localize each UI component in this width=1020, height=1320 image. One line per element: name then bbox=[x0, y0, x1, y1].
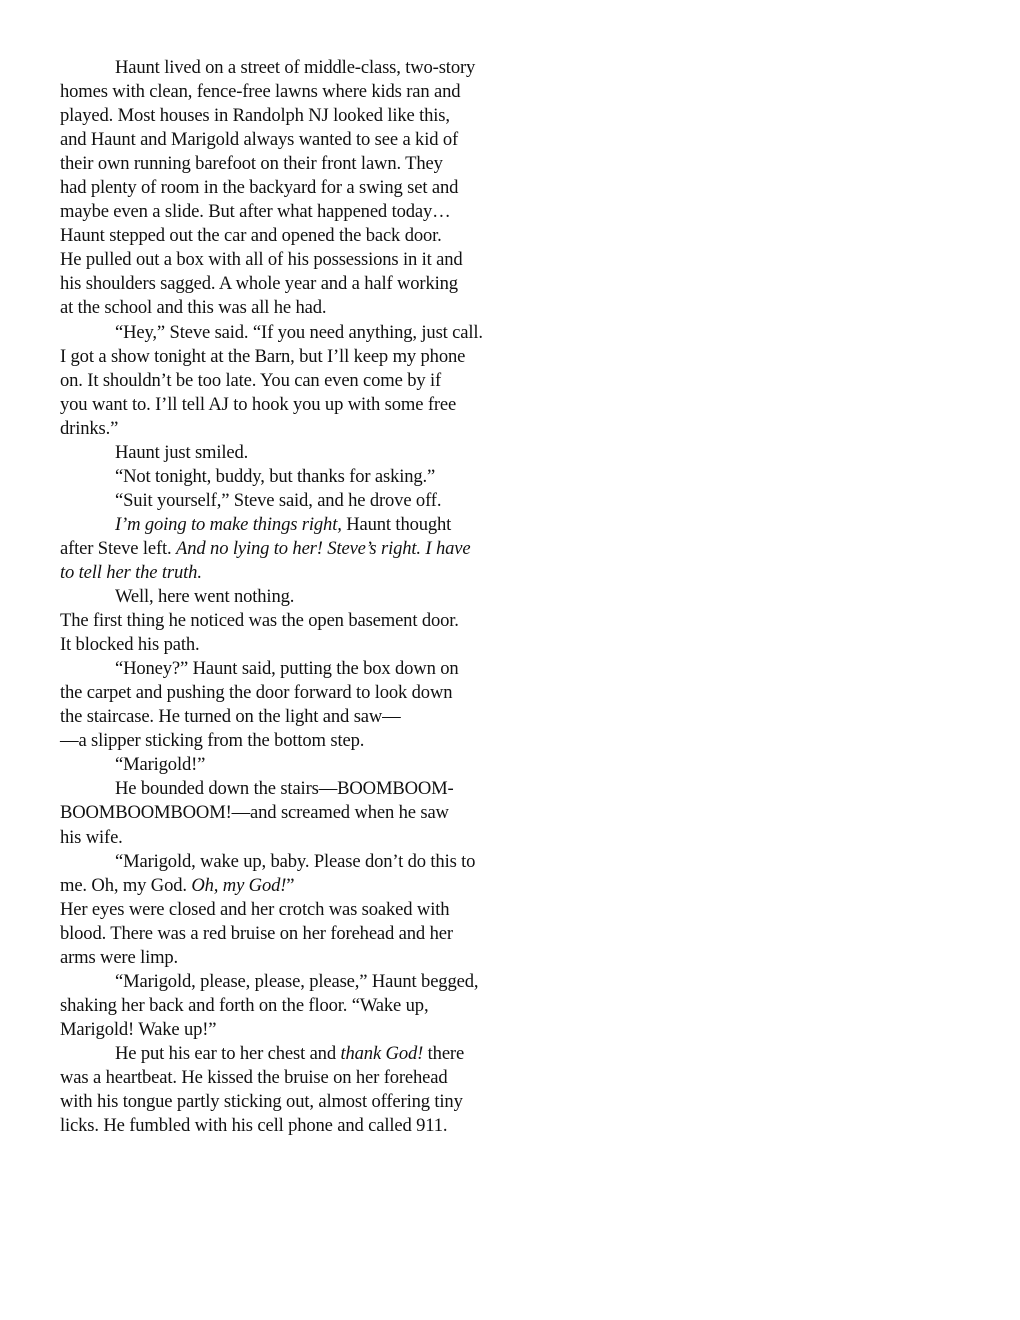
book-page-text bbox=[60, 56, 505, 1138]
story-paragraph bbox=[60, 777, 505, 849]
text-run: Haunt just smiled. bbox=[115, 441, 249, 463]
text-run: The first thing he noticed was the open basement door. It blocked his path. bbox=[60, 610, 459, 656]
story-paragraph bbox=[60, 321, 505, 441]
story-paragraph bbox=[60, 56, 505, 321]
text-run: “Suit yourself,” Steve said, and he drove off. bbox=[115, 489, 442, 511]
story-paragraph bbox=[60, 657, 505, 729]
story-paragraph bbox=[60, 1042, 505, 1138]
text-run: “Honey?” Haunt said, putting the box down on the carpet and pushing the door forward to look down the staircase. He turned on the light and saw— bbox=[60, 658, 459, 728]
story-paragraph bbox=[60, 585, 505, 609]
story-paragraph bbox=[60, 729, 505, 753]
text-run: Well, here went nothing. bbox=[115, 586, 295, 608]
text-run: “Hey,” Steve said. “If you need anything, just call. I got a show tonight at the Barn, but I’ll keep my phone on. It shouldn’t be too late. You can even come by if you want to. I’ll tell AJ to hook you up with some free drinks.” bbox=[60, 321, 483, 439]
text-run: “Marigold, wake up, baby. Please don’t do this to me. Oh, my God. bbox=[60, 850, 476, 896]
italic-text-run: Oh, my God! bbox=[191, 874, 287, 896]
story-paragraph bbox=[60, 513, 505, 585]
story-paragraph bbox=[60, 609, 505, 657]
story-paragraph bbox=[60, 441, 505, 465]
text-run: Haunt lived on a street of middle-class, two-story homes with clean, fence-free lawns where kids ran and played. Most houses in Randolph NJ looked like this, and Haunt and Marigold always wanted to see a kid of their own running barefoot on their front lawn. They had plenty of room in the backyard for a swing set and maybe even a slide. But after what happened today… Haunt stepped out the car and opened the back door. He pulled out a box with all of his possessions in it and his shoulders sagged. A whole year and a half working at the school and this was all he had. bbox=[60, 57, 476, 319]
text-run: Haunt thought after Steve left. bbox=[60, 513, 452, 559]
text-run: —a slipper sticking from the bottom step. bbox=[60, 730, 365, 752]
story-paragraph bbox=[60, 970, 505, 1042]
story-paragraph bbox=[60, 850, 505, 898]
text-run: there was a heartbeat. He kissed the bruise on her forehead with his tongue partly sticking out, almost offering tiny licks. He fumbled with his cell phone and called 911. bbox=[60, 1042, 465, 1137]
text-run: He put his ear to her chest and bbox=[115, 1042, 341, 1064]
text-run: “Not tonight, buddy, but thanks for asking.” bbox=[115, 465, 436, 487]
story-paragraph bbox=[60, 489, 505, 513]
story-paragraph bbox=[60, 898, 505, 970]
italic-text-run: I’m going to make things right, bbox=[115, 513, 342, 535]
text-run: ” bbox=[286, 874, 295, 896]
story-paragraph bbox=[60, 465, 505, 489]
italic-text-run: And no lying to her! Steve’s right. I have to tell her the truth. bbox=[60, 537, 471, 583]
text-run: Her eyes were closed and her crotch was soaked with blood. There was a red bruise on her forehead and her arms were limp. bbox=[60, 898, 453, 968]
italic-text-run: thank God! bbox=[340, 1042, 424, 1064]
text-run: “Marigold!” bbox=[115, 754, 206, 776]
story-paragraph bbox=[60, 753, 505, 777]
text-run: “Marigold, please, please, please,” Haunt begged, shaking her back and forth on the floor. “Wake up, Marigold! Wake up!” bbox=[60, 970, 479, 1040]
text-run: He bounded down the stairs—BOOMBOOM- BOOMBOOMBOOM!—and screamed when he saw his wife. bbox=[60, 778, 454, 848]
